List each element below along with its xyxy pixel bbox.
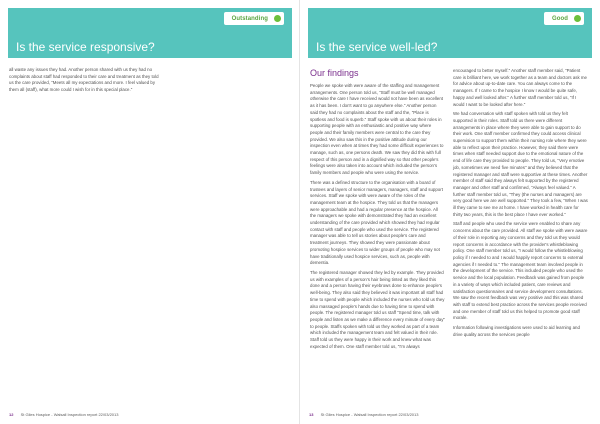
section-title: Is the service responsive? — [16, 40, 155, 54]
paragraph: We had conversation with staff spoken with told us they felt supported in their roles. Staff told us there were different arrangements in place where they were able to gain support to do their work. One staff member confirmed they could access clinical supervision to support them within their nursing role where they were able to reflect upon their practice. However, they said there were times when staff needed support due to the emotional nature of the end of life care they provided to people. They told us, "Very emotive job, sometimes we need five minutes" and they believed that the registered manager and staff were supportive at these times. Another member of staff said they always felt supported by the registered manager and other staff and confirmed, "Always feel valued." A further staff member told us, "They (the nurses and managers) are very good here we are well supported." They took a few, "When I was ill they came to see me at home. I have worked in health care for thirty two years, this is the best place I have ever worked." — [453, 111, 588, 217]
page-footer — [309, 412, 418, 417]
right-text-column-2 — [453, 68, 588, 341]
paragraph: Staff and people who used the service were enabled to share any concerns about the care provided. All staff we spoke with were aware of their role in reporting any concerns and they told us they would report concerns in accordance with the provider's whistleblowing policy. One staff member told us, "I would follow the whistleblowing policy if I needed to and I would happily report concerns to external agencies if I needed to." The management team involved people in the development of the service. This included people who used the service and the local population. Feedback was gained from people in a variety of ways which included patient, care reviews and satisfaction questionnaires and service development consultations. We saw the recent feedback was very positive and this was shared with staff to extend best practice across the services people received and one member of staff told us this helped to promote good staff morale. — [453, 221, 588, 321]
paragraph: Information following investigations were used to aid learning and drive quality across the services people — [453, 325, 580, 337]
footer-text: St Giles Hospice - Walsall Inspection report 22/03/2013 — [320, 412, 419, 417]
rating-label: Good — [551, 15, 568, 22]
page-number: 13 — [309, 412, 314, 417]
right-text-column-1 — [310, 68, 445, 353]
paragraph: encouraged to better myself." Another staff member said, "Patient care is brilliant here, we work together as a team and doctors ask me for advice about up-to-date care. You can always come to the managers. If I came to the hospice I know I would be quite safe, happy and well looked after." A further staff member told us, "If I would I want to be looked after here." — [453, 68, 587, 107]
left-text-column — [9, 67, 159, 97]
section-heading: Our findings — [310, 68, 359, 78]
section-banner-well-led — [308, 8, 592, 58]
paragraph: all waste any issues they had. Another person shared with us they had no complaints about staff had responded to their care and treatment as they told us the care provided, "Meets all my expectations and more. I feel valued by them all (staff), what more could I wish for in this special place." — [9, 67, 159, 93]
section-banner-responsive — [8, 8, 292, 58]
paragraph: The registered manager showed they led by example. They provided us with examples of a person's hair being tinted as they liked this done and a person having their eyebrows done to enhance people's well-being. They also said they believed it was important all staff had time to spend with people which included the nurses who told us they also massaged people's hands due to having time to spend with people. The registered manager told us staff "Spend time, talk with people and listen as we make a difference every minute of every day" to people. Staffs spoken with told us they worked as part of a team which included the management team and felt valued in their role. Staff told us they were happy in their work and knew what was expected of them. One staff member told us, "I'm always — [310, 269, 445, 349]
paragraph: People we spoke with were aware of the staffing and management arrangements. One person told us, "Staff must be well managed otherwise the care I have received would not have been as excellent as it has been. I don't want to go anywhere else." Another person said they had no complaints about the staff and the, "Place is spotless and food is superb." Staff spoke with us about their roles in supporting people with an enthusiastic and positive way where people and their family members were central to the care they provided. We also saw this in the positive attitude during our inspection even when at times they had some difficult experiences to manage, such as, one persons death. We saw they did this with full respect of this person and in a dignified way so that other people's feelings were also taken into account which included the person's family members and people who were using the service. — [310, 83, 444, 176]
rating-badge-good — [544, 12, 584, 25]
rating-badge-outstanding — [224, 12, 284, 25]
star-icon — [574, 15, 581, 22]
star-icon — [274, 15, 281, 22]
page-number: 12 — [9, 412, 14, 417]
rating-label: Outstanding — [231, 15, 268, 22]
section-title: Is the service well-led? — [316, 40, 438, 54]
right-page — [300, 0, 600, 424]
page-footer — [9, 412, 118, 417]
paragraph: There was a defined structure to the organisation with a board of trustees and layers of senior managers, managers, staff and support services. Staff we spoke with were aware of the roles of the management team at the hospice. They told us that the managers were approachable and had a regular presence at the hospice. All the managers we spoke with demonstrated they had an excellent understanding of the care provided which showed they had regular contact with staff and people who used the service. The registered manager was able to tell us stories about people's care and treatment journeys. They showed they were passionate about promoting hospice services to wider groups of people who may not have traditionally used hospice services, such as, people with dementia. — [310, 179, 443, 266]
footer-text: St Giles Hospice - Walsall Inspection report 22/03/2013 — [20, 412, 119, 417]
